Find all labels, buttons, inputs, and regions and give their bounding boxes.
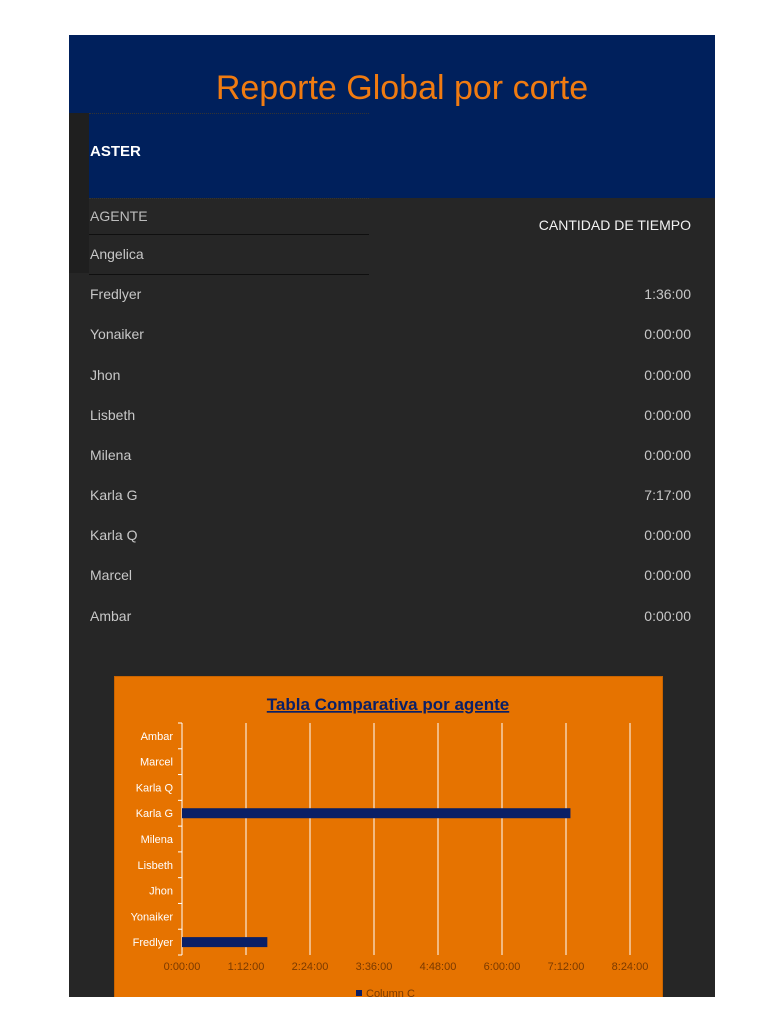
- agent-name: Ambar: [90, 608, 132, 624]
- column-header-agent: AGENTE: [90, 208, 148, 224]
- table-row: [69, 246, 715, 266]
- bar-karla-g: [182, 808, 570, 818]
- agent-time: 7:17:00: [644, 487, 691, 503]
- agent-name: Lisbeth: [90, 407, 136, 423]
- agent-name: Karla Q: [90, 527, 138, 543]
- report-sheet: [69, 35, 715, 1000]
- divider: [89, 234, 369, 235]
- divider: [89, 274, 369, 275]
- agent-name: Marcel: [90, 567, 133, 583]
- y-category-label: Marcel: [139, 756, 173, 769]
- y-category-label: Yonaiker: [130, 911, 173, 924]
- agent-name: Jhon: [90, 367, 121, 383]
- table-row: [69, 567, 715, 587]
- y-category-label: Fredlyer: [132, 937, 173, 950]
- x-tick-label: 6:00:00: [483, 961, 521, 973]
- x-tick-label: 2:24:00: [291, 961, 329, 973]
- agent-name: Yonaiker: [90, 326, 144, 342]
- agent-time: 0:00:00: [644, 567, 691, 583]
- y-category-label: Jhon: [149, 885, 173, 898]
- y-category-label: Lisbeth: [137, 859, 173, 872]
- table-row: [69, 326, 715, 346]
- x-tick-label: 4:48:00: [419, 961, 457, 973]
- table-row: [69, 447, 715, 467]
- legend-label: Column C: [366, 988, 415, 1000]
- agent-time: 0:00:00: [644, 447, 691, 463]
- agent-name: Angelica: [90, 246, 144, 262]
- x-tick-label: 3:36:00: [355, 961, 393, 973]
- legend-swatch: [356, 990, 362, 996]
- agent-time: 1:36:00: [644, 286, 691, 302]
- y-category-label: Milena: [140, 834, 173, 846]
- x-tick-label: 0:00:00: [163, 961, 201, 973]
- bar-fredlyer: [182, 937, 267, 947]
- table-row: [69, 367, 715, 387]
- agent-time: 0:00:00: [644, 407, 691, 423]
- divider: [89, 113, 369, 114]
- agent-name: Fredlyer: [90, 286, 142, 302]
- y-category-label: Ambar: [140, 730, 173, 743]
- page-title: Reporte Global por corte: [215, 69, 589, 107]
- agent-time: 0:00:00: [644, 608, 691, 624]
- table-row: [69, 487, 715, 507]
- table-row: [69, 527, 715, 547]
- x-tick-label: 7:12:00: [547, 961, 585, 973]
- chart-svg: [115, 677, 662, 1000]
- x-tick-label: 1:12:00: [227, 961, 265, 973]
- table-row: [69, 608, 715, 628]
- group-label: ASTER: [90, 143, 141, 160]
- agent-time: 0:00:00: [644, 326, 691, 342]
- table-row: [69, 286, 715, 306]
- agent-name: Milena: [90, 447, 132, 463]
- y-category-label: Karla Q: [135, 782, 173, 795]
- comparison-chart: [114, 676, 663, 1000]
- y-category-label: Karla G: [135, 808, 173, 821]
- column-header-time: CANTIDAD DE TIEMPO: [538, 217, 691, 233]
- report-header: [69, 35, 715, 198]
- agent-name: Karla G: [90, 487, 138, 503]
- agent-time: 0:00:00: [644, 367, 691, 383]
- agent-time: 0:00:00: [644, 527, 691, 543]
- divider: [89, 198, 369, 199]
- x-tick-label: 8:24:00: [611, 961, 649, 973]
- table-row: [69, 407, 715, 427]
- chart-title: Tabla Comparativa por agente: [266, 695, 510, 714]
